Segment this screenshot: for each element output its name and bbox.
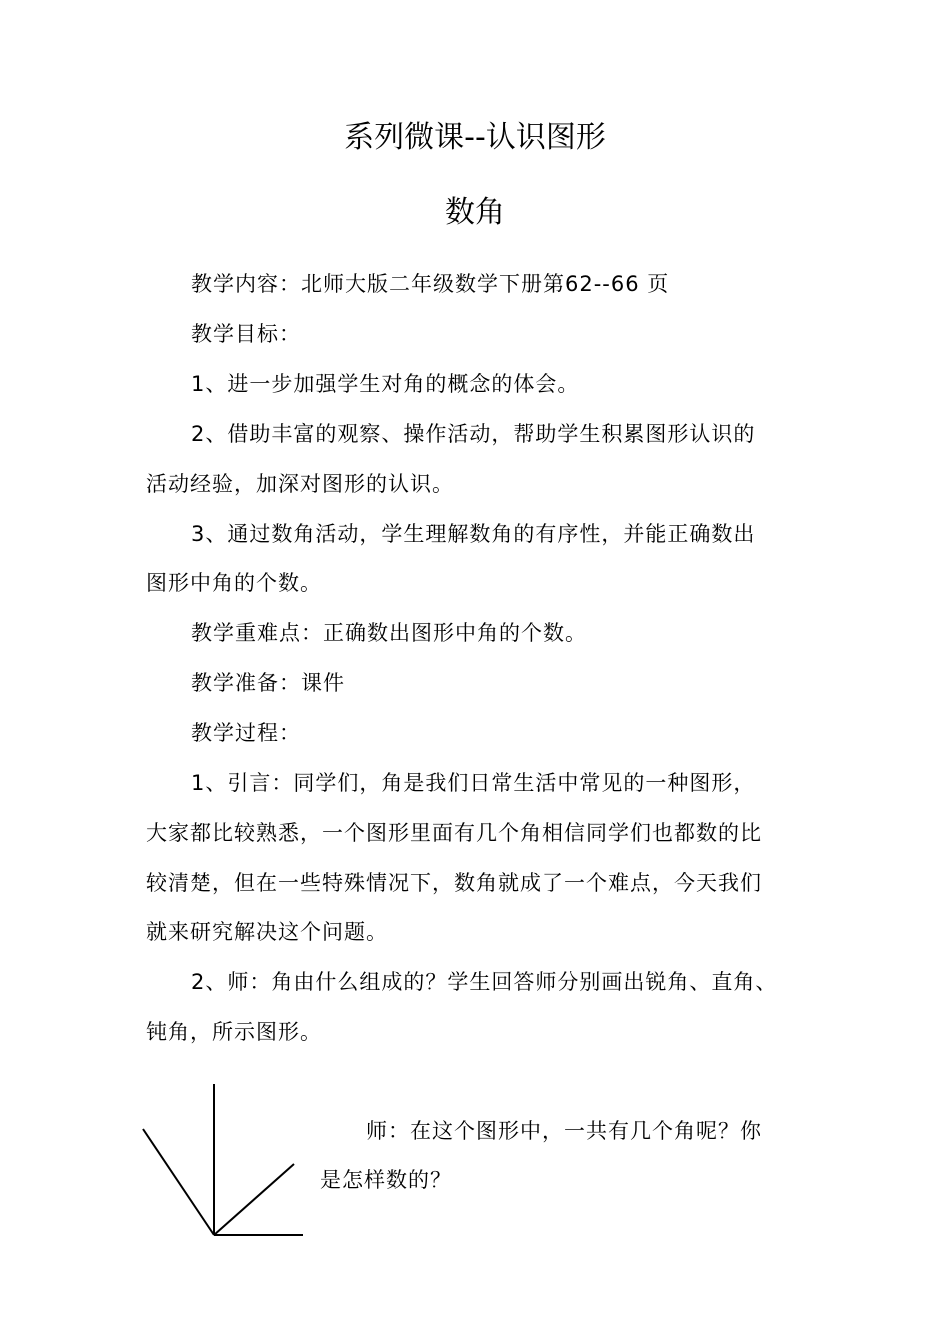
goal-2-line-1: 2、借助丰富的观察、操作活动，帮助学生积累图形认识的 xyxy=(191,422,756,446)
process-heading: 教学过程： xyxy=(191,721,301,745)
step-1-line-1: 1、引言：同学们，角是我们日常生活中常见的一种图形， xyxy=(191,771,756,795)
goal-2-line-2: 活动经验，加深对图形的认识。 xyxy=(146,472,454,496)
goal-3-line-2: 图形中角的个数。 xyxy=(146,571,322,595)
goal-3-line-1: 3、通过数角活动，学生理解数角的有序性，并能正确数出 xyxy=(191,522,756,546)
step-2-line-2: 钝角，所示图形。 xyxy=(146,1020,322,1044)
preparation: 教学准备：课件 xyxy=(191,671,345,695)
right-ray xyxy=(214,1164,294,1235)
angle-figure xyxy=(138,1082,308,1242)
step-1-line-3: 较清楚，但在一些特殊情况下，数角就成了一个难点，今天我们 xyxy=(146,871,762,895)
question-line-1: 师：在这个图形中，一共有几个角呢？你 xyxy=(366,1119,762,1143)
left-ray xyxy=(143,1129,214,1235)
question-line-2: 是怎样数的？ xyxy=(320,1168,452,1192)
document-title: 系列微课--认识图形 xyxy=(344,120,606,155)
goal-1: 1、进一步加强学生对角的概念的体会。 xyxy=(191,372,580,396)
goals-heading: 教学目标： xyxy=(191,322,301,346)
step-1-line-2: 大家都比较熟悉，一个图形里面有几个角相信同学们也都数的比 xyxy=(146,821,762,845)
key-difficulty: 教学重难点：正确数出图形中角的个数。 xyxy=(191,621,587,645)
step-1-line-4: 就来研究解决这个问题。 xyxy=(146,920,388,944)
document-subtitle: 数角 xyxy=(445,195,505,230)
step-2-line-1: 2、师：角由什么组成的？学生回答师分别画出锐角、直角、 xyxy=(191,970,778,994)
teaching-content: 教学内容：北师大版二年级数学下册第62--66 页 xyxy=(191,272,670,296)
